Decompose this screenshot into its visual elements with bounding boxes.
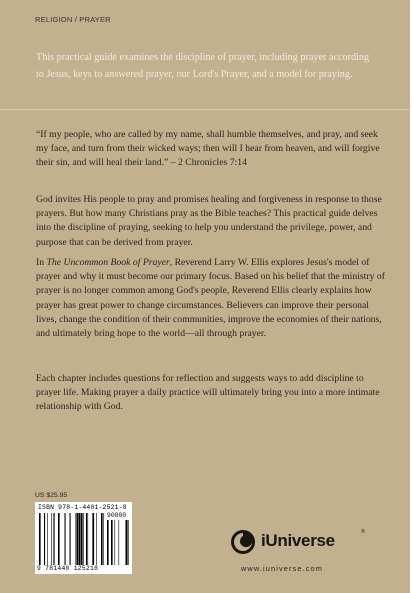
isbn-text: ISBN 978-1-4401-2521-8 [38,504,127,511]
book-lead-text: In [36,257,47,268]
barcode [35,502,132,574]
category-label: RELIGION / PRAYER [35,15,111,24]
publisher-name: iUniverse [261,531,335,550]
publisher-logo [230,529,370,559]
invitation-paragraph: God invites His people to pray and promises healing and forgiveness in response to those prayers. But how many Christians pray as the Bible teaches? This practical guide delves into the discipline of praying, seeking to help you understand the privilege, power, and purpose that can be derived from prayer. [36,194,382,248]
book-title: The Uncommon Book of Prayer [46,257,170,268]
tagline: This practical guide examines the discipline of prayer, including prayer according to Jesus, keys to answered prayer, our Lord's Prayer, and a model for praying. [36,52,370,80]
price-label: US $25.95 [35,492,68,499]
price-code: 90000 [107,512,127,519]
divider [0,109,410,110]
addon-barcode-bars [107,520,129,565]
barcode-bars [39,513,105,565]
barcode-digits: 9 781440 125218 [37,565,99,572]
chapters-paragraph: Each chapter includes questions for reflection and suggests ways to add discipline to prayer life. Making prayer a daily practice will ultimately bring you into a more intimate relationship with God. [36,373,380,413]
iuniverse-swirl-icon [230,529,256,555]
registered-mark: ® [361,529,365,535]
scripture-paragraph: “If my people, who are called by my name, shall humble themselves, and pray, and seek my face, and turn from their wicked ways; then will I hear from heaven, and will forgive their sin, and will heal their land.” – 2 Chronicles 7:14 [36,129,380,169]
book-rest-text: , Reverend Larry W. Ellis explores Jesus's model of prayer and why it must become our primary focus. Based on his belief that the ministry of prayer is no longer common among God's people, Reverend Ellis clearly explains how prayer has great power to change circumstances. Believers can improve their personal lives, change the condition of their communities, improve the economies of their nations, and ultimately bring hope to the world—all through prayer. [36,257,385,340]
publisher-website: www.iuniverse.com [241,564,323,573]
book-description-paragraph [36,256,386,341]
